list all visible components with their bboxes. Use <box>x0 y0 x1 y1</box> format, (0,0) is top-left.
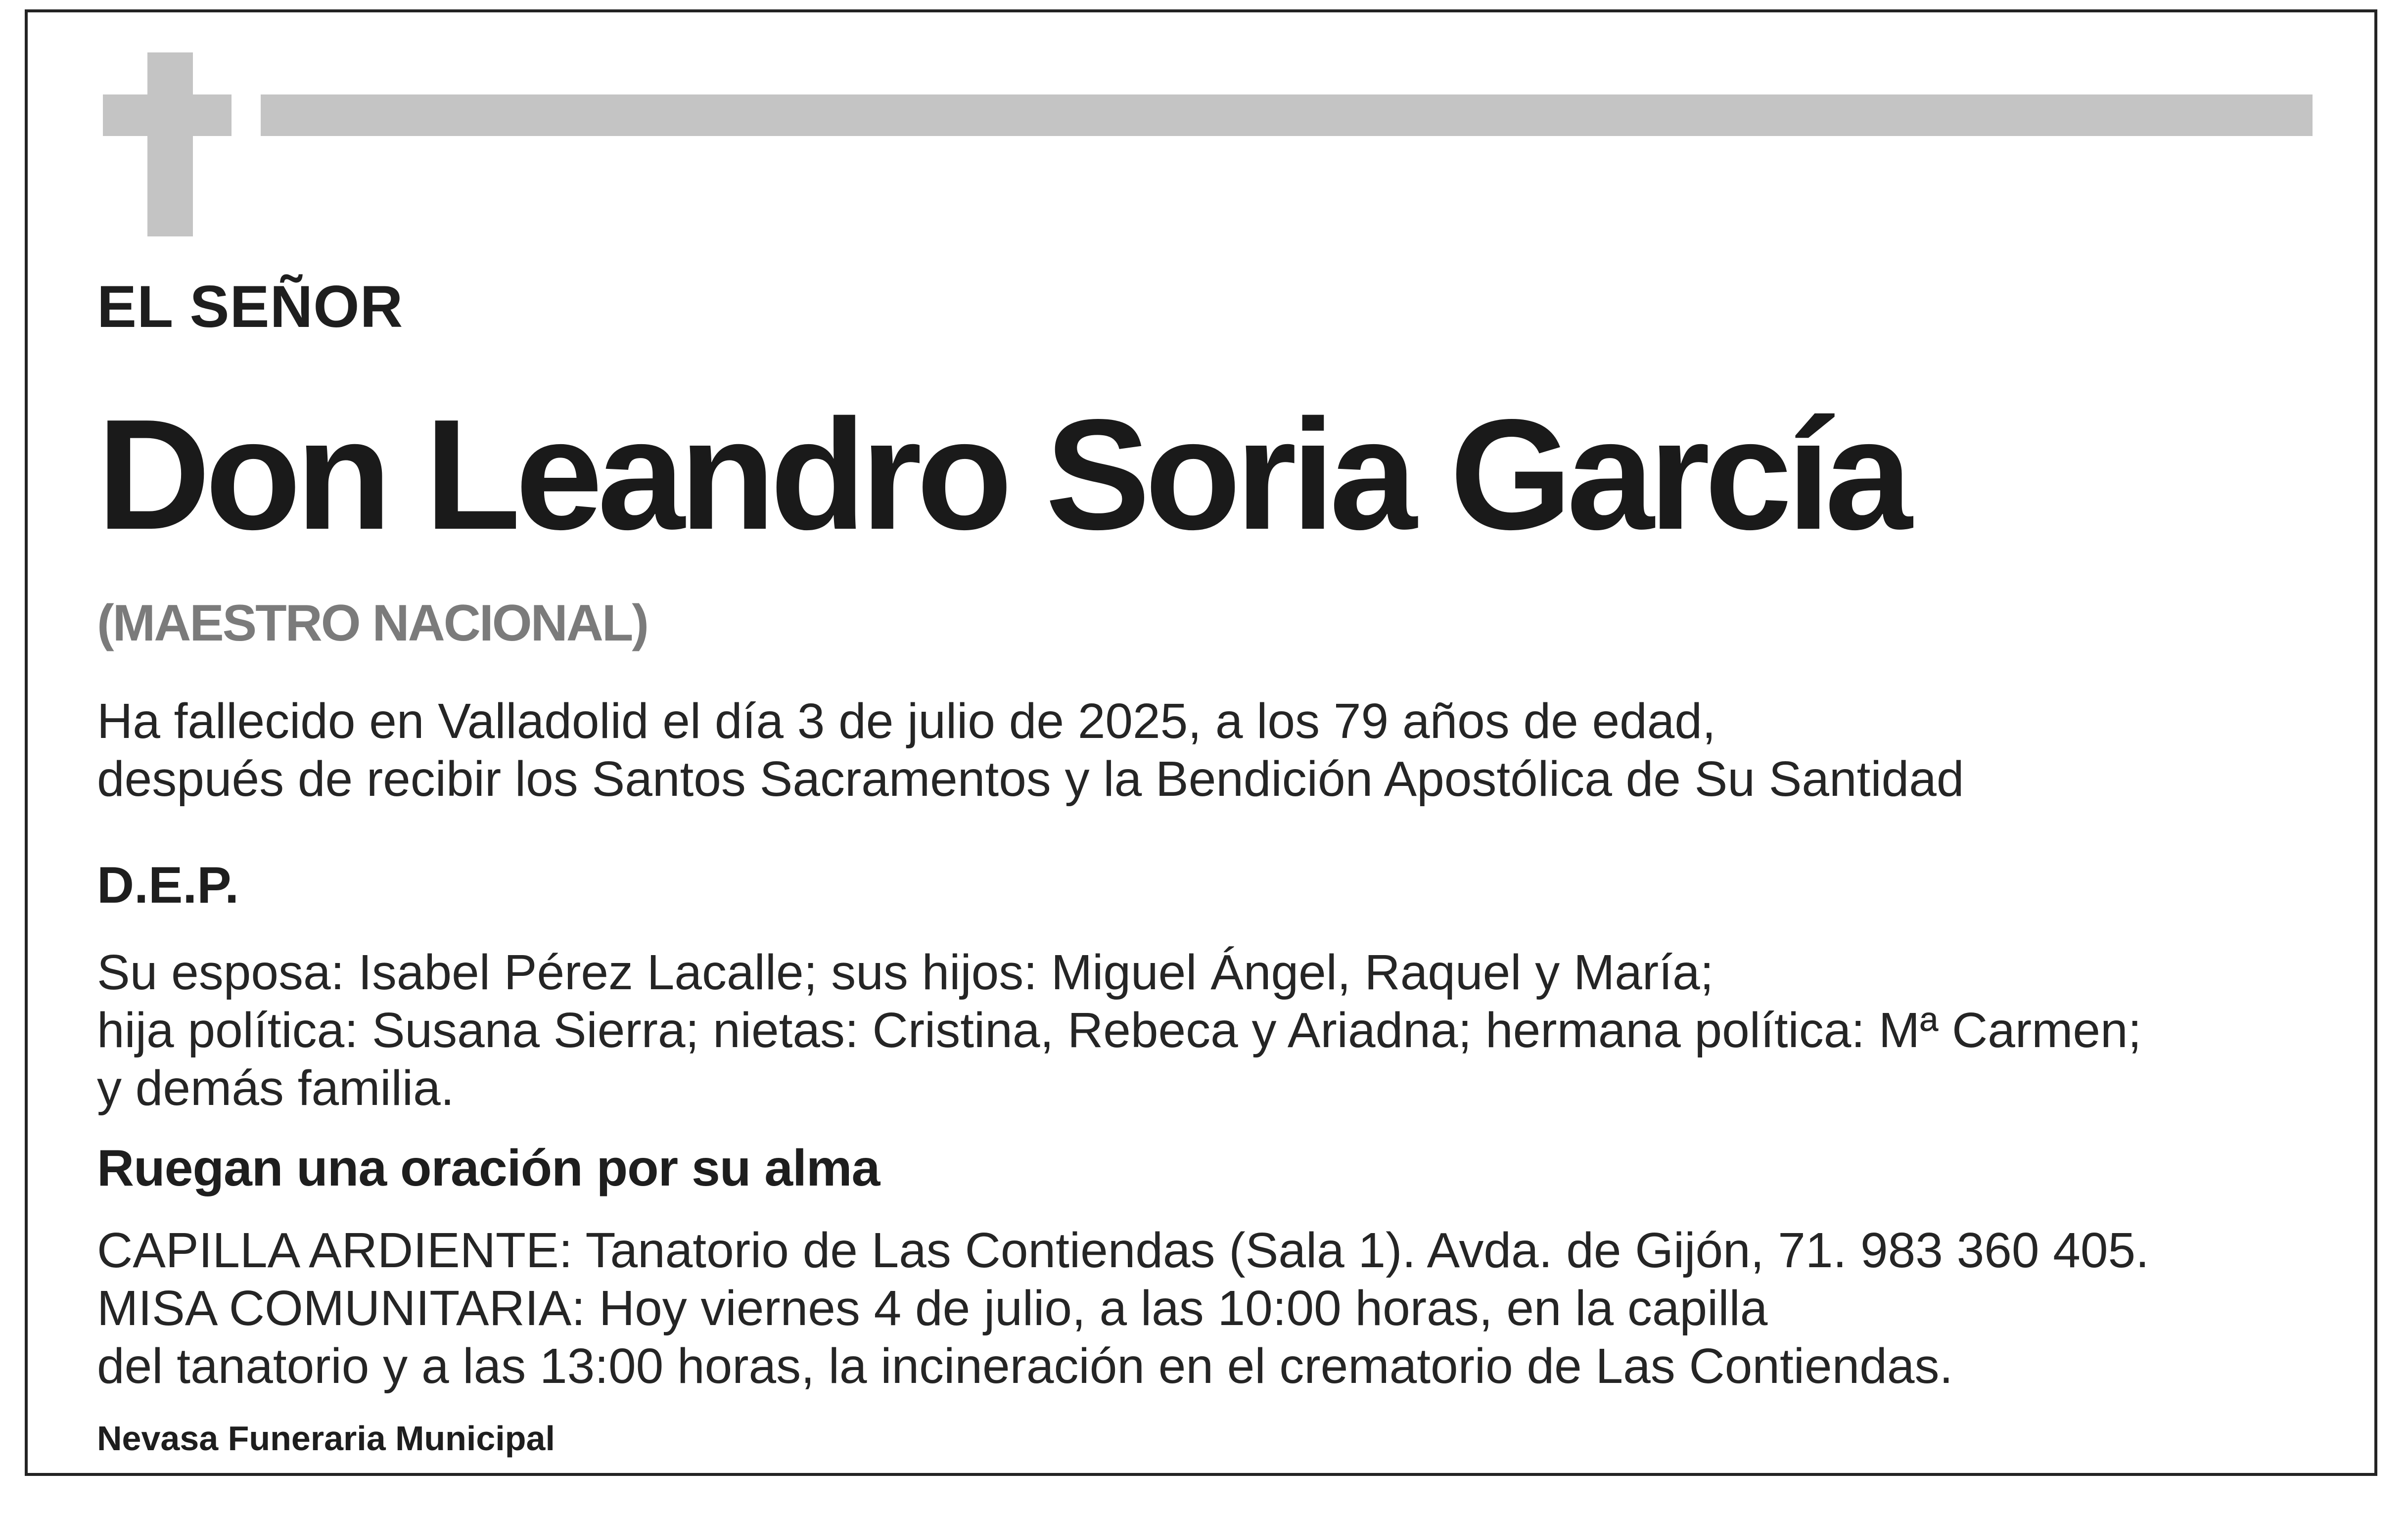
header-rule <box>261 94 2313 136</box>
service-line: CAPILLA ARDIENTE: Tanatorio de Las Contiendas (Sala 1). Avda. de Gijón, 71. 983 360 405. <box>97 1223 2149 1278</box>
profession: (MAESTRO NACIONAL) <box>97 595 648 652</box>
family-line: y demás familia. <box>97 1060 455 1116</box>
cross-icon-vertical <box>147 52 193 236</box>
family-line: Su esposa: Isabel Pérez Lacalle; sus hijos: Miguel Ángel, Raquel y María; <box>97 945 1714 1000</box>
announcement-line: después de recibir los Santos Sacramentos y la Bendición Apostólica de Su Santidad <box>97 751 1964 807</box>
rip-label: D.E.P. <box>97 857 239 914</box>
service-details <box>97 1222 2149 1395</box>
honorific: EL SEÑOR <box>97 274 404 340</box>
deceased-name: Don Leandro Soria García <box>97 387 1907 562</box>
family-line: hija política: Susana Sierra; nietas: Cristina, Rebeca y Ariadna; hermana política: Mª Carmen; <box>97 1003 2142 1058</box>
announcement-line: Ha fallecido en Valladolid el día 3 de julio de 2025, a los 79 años de edad, <box>97 693 1716 749</box>
service-line: MISA COMUNITARIA: Hoy viernes 4 de julio, a las 10:00 horas, en la capilla <box>97 1281 1768 1336</box>
death-announcement <box>97 692 1964 808</box>
service-line: del tanatorio y a las 13:00 horas, la incineración en el crematorio de Las Contiendas. <box>97 1338 1953 1394</box>
funeral-home: Nevasa Funeraria Municipal <box>97 1419 555 1458</box>
prayer-request: Ruegan una oración por su alma <box>97 1140 880 1197</box>
cross-icon-horizontal <box>103 94 232 136</box>
family-list <box>97 944 2141 1117</box>
